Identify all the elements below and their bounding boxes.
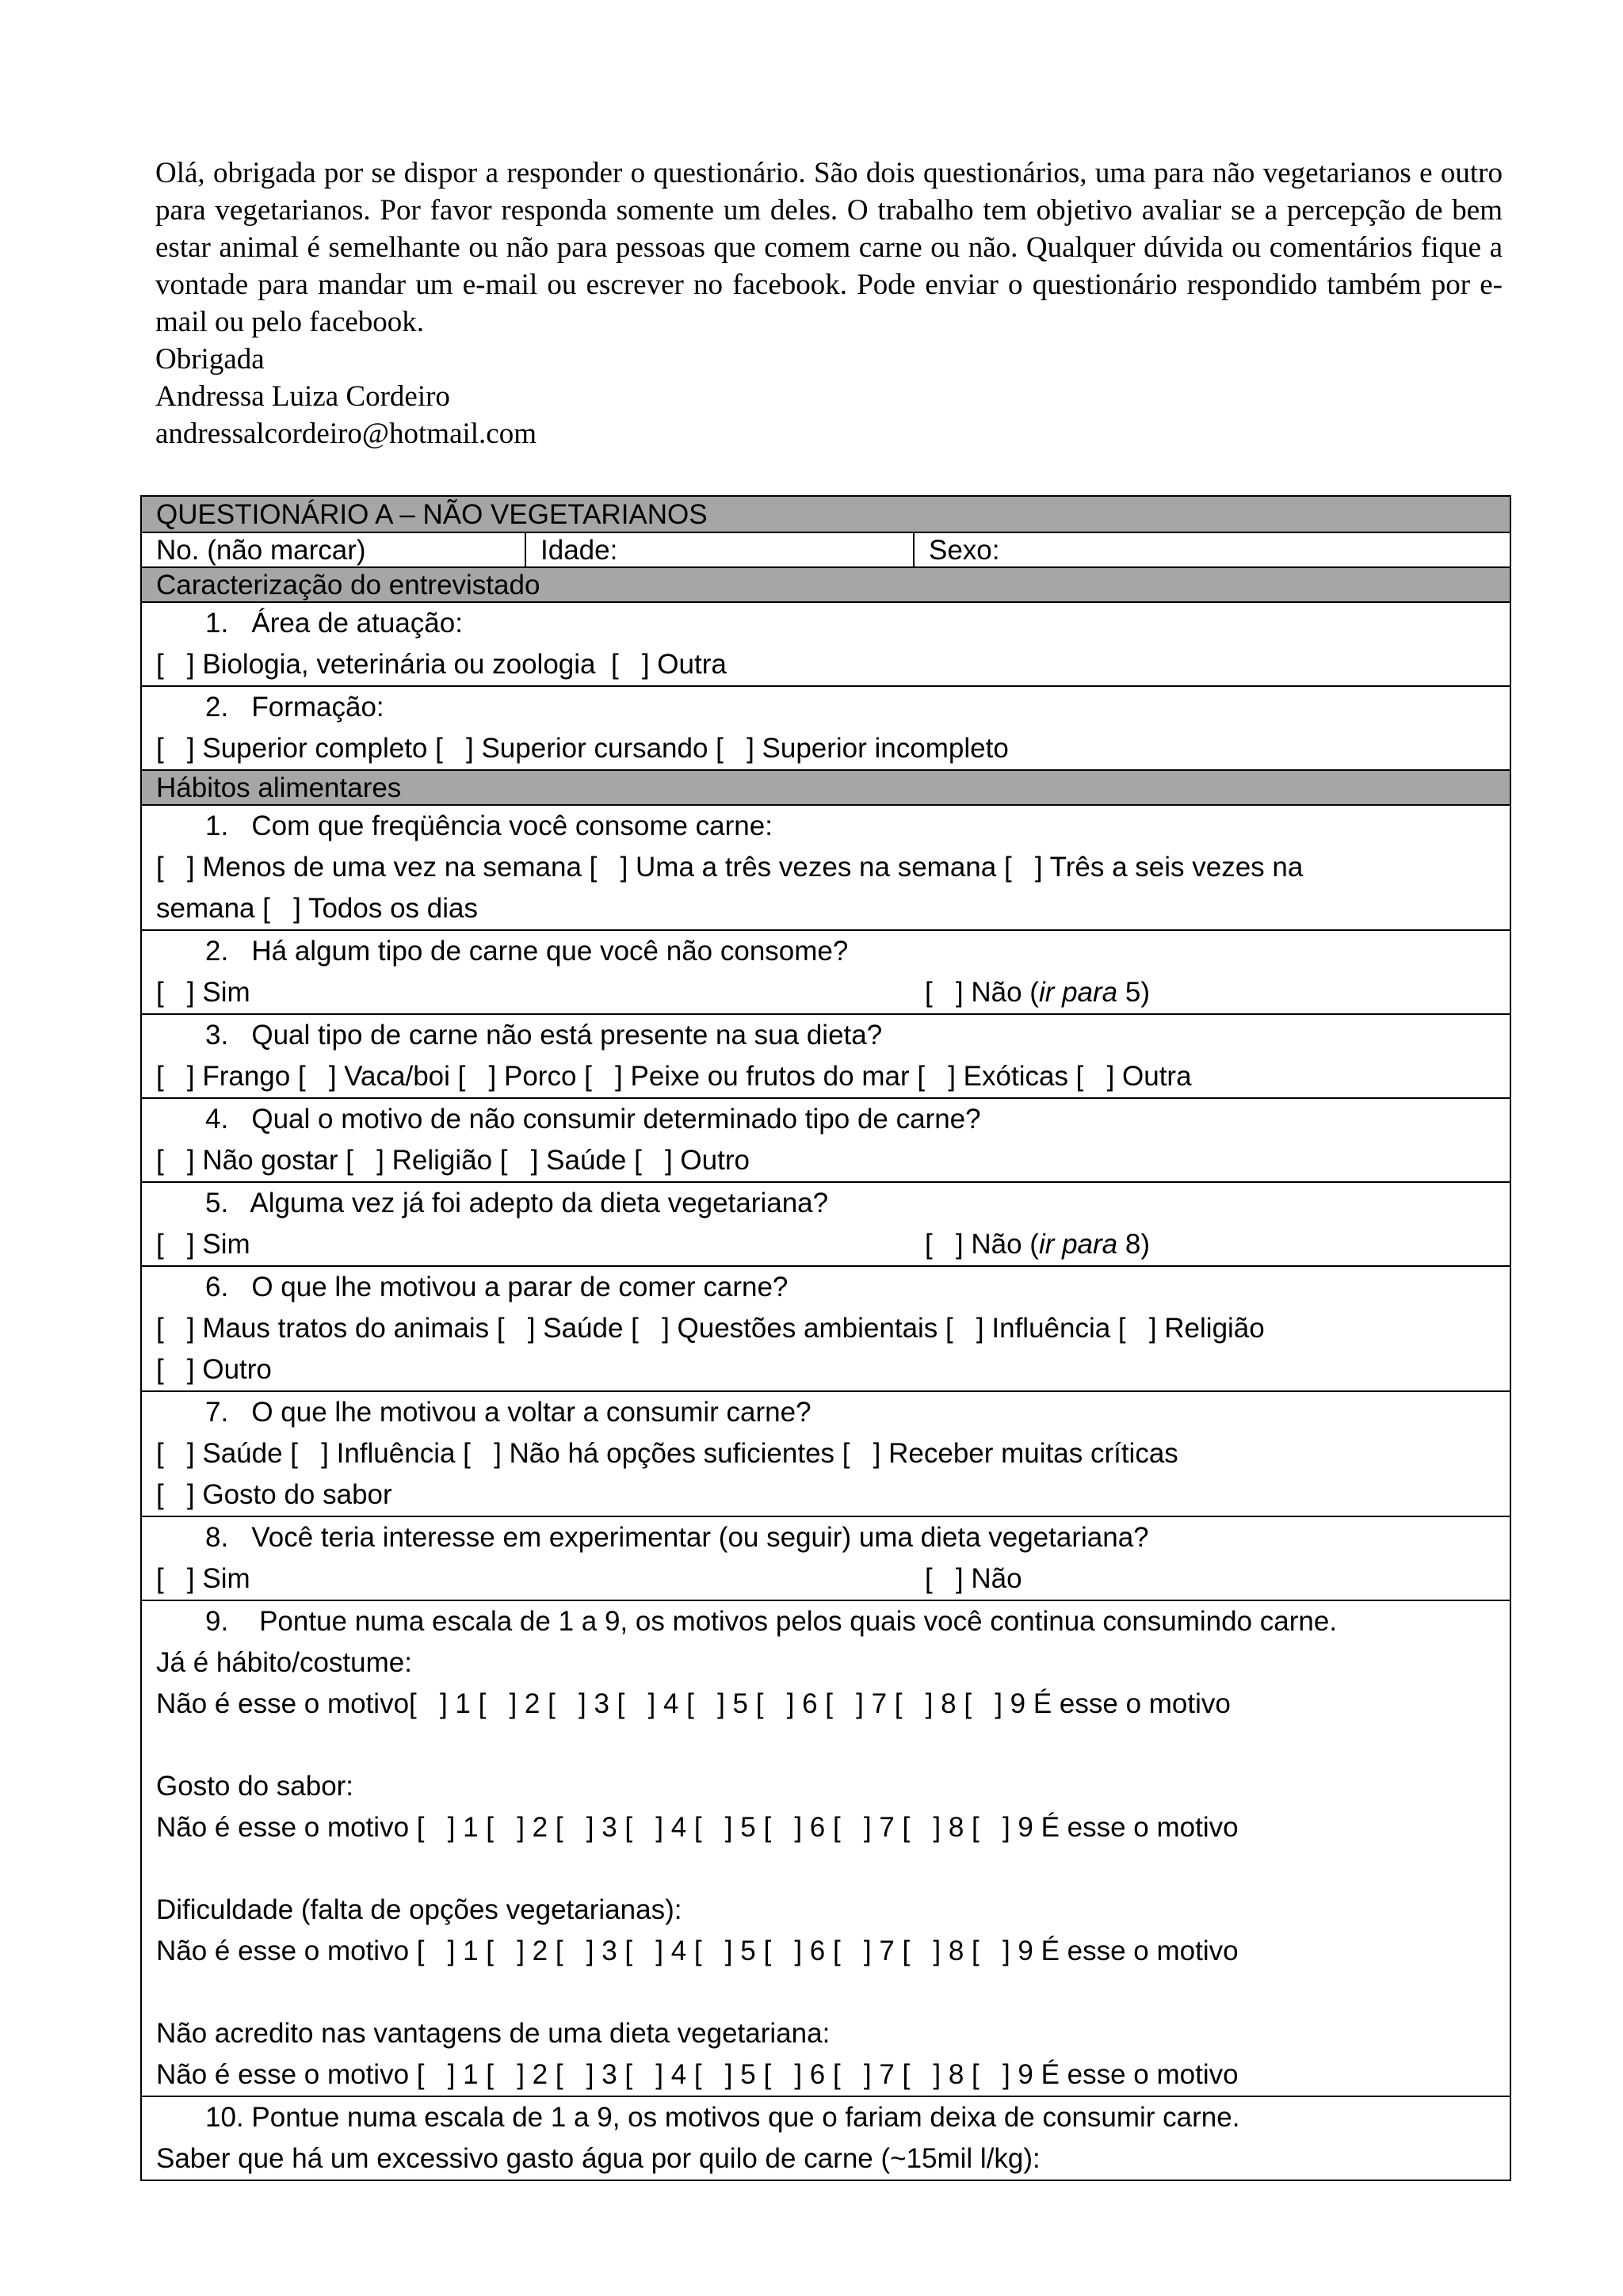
- s2-question-6: [142, 1267, 1510, 1392]
- s1-question-2: [142, 687, 1510, 771]
- section-title-eating-habits: Hábitos alimentares: [142, 771, 1510, 806]
- yes-option: [ ] Sim: [156, 1229, 250, 1260]
- yes-no-options: [156, 1224, 1495, 1265]
- scale-item-label: Dificuldade (falta de opções vegetarianas):: [156, 1894, 682, 1925]
- answer-options-line-2: [ ] Gosto do sabor: [156, 1479, 392, 1510]
- no-option: [925, 972, 1150, 1013]
- answer-options: [ ] Biologia, veterinária ou zoologia [ ] Outra: [156, 649, 727, 680]
- yes-option: [ ] Sim: [156, 977, 250, 1008]
- intro-closing: Obrigada: [155, 343, 265, 376]
- scale-item-label: Gosto do sabor:: [156, 1771, 354, 1802]
- spacer: [156, 1725, 1495, 1766]
- question-text: 4. Qual o motivo de não consumir determinado tipo de carne?: [205, 1104, 981, 1135]
- s2-question-5: [142, 1183, 1510, 1267]
- s1-question-1: [142, 603, 1510, 687]
- no-option-goto: ir para: [1038, 977, 1118, 1008]
- question-text: 3. Qual tipo de carne não está presente na sua dieta?: [205, 1020, 883, 1051]
- s2-question-3: [142, 1015, 1510, 1099]
- spacer: [156, 1848, 1495, 1890]
- yes-option: [ ] Sim: [156, 1563, 250, 1594]
- no-option: [925, 1224, 1150, 1265]
- yes-no-options: [156, 1558, 1495, 1600]
- answer-options-line-1: [ ] Saúde [ ] Influência [ ] Não há opções suficientes [ ] Receber muitas críticas: [156, 1438, 1178, 1469]
- no-option-prefix: [ ] Não (: [925, 977, 1039, 1008]
- s2-question-4: [142, 1099, 1510, 1183]
- rating-scale: Não é esse o motivo [ ] 1 [ ] 2 [ ] 3 [ ] 4 [ ] 5 [ ] 6 [ ] 7 [ ] 8 [ ] 9 É esse o motivo: [156, 1936, 1239, 1966]
- s2-question-9: [142, 1601, 1510, 2097]
- question-text: 1. Com que freqüência você consome carne:: [205, 810, 773, 841]
- question-text: 7. O que lhe motivou a voltar a consumir carne?: [205, 1397, 812, 1428]
- s2-question-2: [142, 931, 1510, 1015]
- rating-scale: Não é esse o motivo[ ] 1 [ ] 2 [ ] 3 [ ] 4 [ ] 5 [ ] 6 [ ] 7 [ ] 8 [ ] 9 É esse o motivo: [156, 1688, 1231, 1719]
- question-text: 2. Há algum tipo de carne que você não consome?: [205, 936, 849, 967]
- section-title-characterization: Caracterização do entrevistado: [142, 568, 1510, 603]
- question-text: 10. Pontue numa escala de 1 a 9, os motivos que o fariam deixa de consumir carne.: [205, 2102, 1240, 2133]
- question-text: 1. Área de atuação:: [205, 608, 463, 639]
- intro-author-name: Andressa Luiza Cordeiro: [155, 380, 450, 413]
- answer-options-line-1: [ ] Menos de uma vez na semana [ ] Uma a três vezes na semana [ ] Três a seis vezes na: [156, 852, 1304, 883]
- question-text: 6. O que lhe motivou a parar de comer carne?: [205, 1272, 789, 1302]
- yes-no-options: [156, 972, 1495, 1013]
- answer-options-line-2: [ ] Outro: [156, 1354, 272, 1385]
- questionnaire-table: [140, 495, 1511, 2181]
- scale-item-label: Já é hábito/costume:: [156, 1647, 412, 1678]
- answer-options-line-2: semana [ ] Todos os dias: [156, 893, 478, 924]
- sex-field: Sexo:: [929, 535, 1000, 566]
- respondent-meta-row: [142, 533, 1510, 568]
- intro-text: [155, 154, 1503, 452]
- intro-author-email: andressalcordeiro@hotmail.com: [155, 418, 537, 450]
- rating-scale: Não é esse o motivo [ ] 1 [ ] 2 [ ] 3 [ ] 4 [ ] 5 [ ] 6 [ ] 7 [ ] 8 [ ] 9 É esse o motivo: [156, 2059, 1239, 2090]
- no-option-prefix: [ ] Não (: [925, 1229, 1039, 1260]
- answer-options: [ ] Não gostar [ ] Religião [ ] Saúde [ ] Outro: [156, 1145, 750, 1176]
- question-text: 9. Pontue numa escala de 1 a 9, os motivos pelos quais você continua consumindo carne.: [205, 1606, 1338, 1637]
- s2-question-1: [142, 806, 1510, 931]
- rating-scale: Não é esse o motivo [ ] 1 [ ] 2 [ ] 3 [ ] 4 [ ] 5 [ ] 6 [ ] 7 [ ] 8 [ ] 9 É esse o motivo: [156, 1812, 1239, 1843]
- scale-item-label: Saber que há um excessivo gasto água por quilo de carne (~15mil l/kg):: [156, 2143, 1041, 2174]
- spacer: [156, 1972, 1495, 2013]
- answer-options-line-1: [ ] Maus tratos do animais [ ] Saúde [ ] Questões ambientais [ ] Influência [ ] Religião: [156, 1313, 1265, 1344]
- no-option-suffix: 8): [1117, 1229, 1151, 1260]
- no-option-suffix: 5): [1117, 977, 1151, 1008]
- scale-item-label: Não acredito nas vantagens de uma dieta vegetariana:: [156, 2018, 831, 2049]
- intro-paragraph: Olá, obrigada por se dispor a responder o questionário. São dois questionários, uma para não vegetarianos e outro para vegetarianos. Por favor responda somente um deles. O trabalho tem objetivo avaliar se a percepção de bem estar animal é semelhante ou não para pessoas que comem carne ou não. Qualquer dúvida ou comentários fique a vontade para mandar um e-mail ou escrever no facebook. Pode enviar o questionário respondido também por e-mail ou pelo facebook.: [155, 157, 1503, 338]
- number-field: No. (não marcar): [142, 533, 526, 566]
- s2-question-8: [142, 1517, 1510, 1601]
- no-option-goto: ir para: [1038, 1229, 1118, 1260]
- question-text: 5. Alguma vez já foi adepto da dieta vegetariana?: [205, 1188, 829, 1219]
- answer-options: [ ] Frango [ ] Vaca/boi [ ] Porco [ ] Peixe ou frutos do mar [ ] Exóticas [ ] Outra: [156, 1061, 1192, 1092]
- age-field: Idade:: [526, 533, 915, 566]
- no-option: [ ] Não: [925, 1563, 1022, 1594]
- answer-options: [ ] Superior completo [ ] Superior cursando [ ] Superior incompleto: [156, 733, 1009, 764]
- s2-question-7: [142, 1392, 1510, 1517]
- question-text: 8. Você teria interesse em experimentar (ou seguir) uma dieta vegetariana?: [205, 1522, 1149, 1553]
- question-text: 2. Formação:: [205, 692, 384, 723]
- questionnaire-title: QUESTIONÁRIO A – NÃO VEGETARIANOS: [142, 497, 1510, 533]
- s2-question-10: [142, 2097, 1510, 2180]
